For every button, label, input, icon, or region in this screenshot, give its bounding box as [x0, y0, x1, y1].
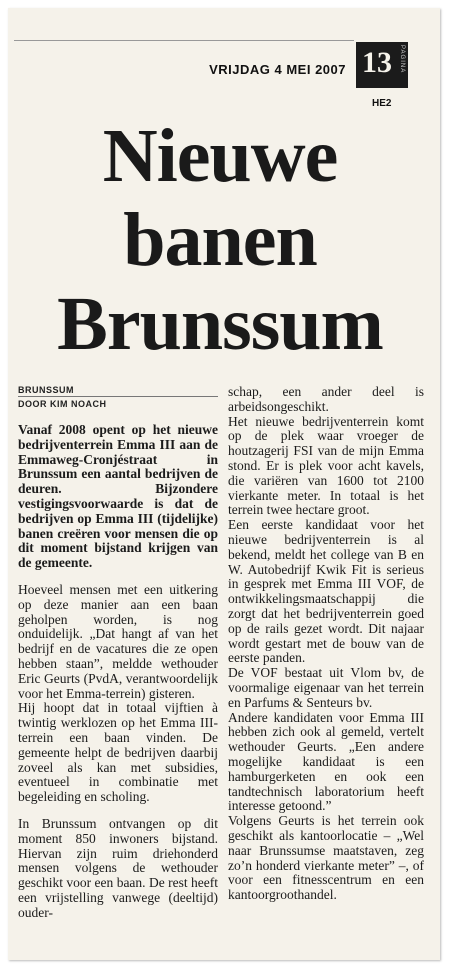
body-paragraph: schap, een ander deel is arbeidsongeschikt. — [228, 384, 424, 414]
headline-line-1: Nieuwe — [102, 114, 338, 198]
article-column-1 — [18, 385, 218, 921]
page-number: 13 — [362, 46, 392, 79]
body-paragraph: Andere kandidaten voor Emma III hebben zich ook al gemeld, vertelt wethouder Geurts. „Een andere mogelijke kandidaat is een hamburgerketen en ook een tandtechnisch laboratorium heeft interesse getoond.” — [228, 709, 424, 814]
lead-paragraph: Vanaf 2008 opent op het nieuwe bedrijventerrein Emma III aan de Emmaweg-Cronjéstraat in Brunssum een aantal bedrijven de deuren. Bijzondere vestigingsvoorwaarde is dat de bedrijven op Emma III (tijdelijke) banen creëren voor mensen die op dit moment bijstand krijgen van de gemeente. — [18, 422, 218, 571]
header-rule — [14, 40, 354, 41]
section-code: HE2 — [372, 98, 392, 109]
body-paragraph: Hoeveel mensen met een uitkering op deze manier aan een baan geholpen worden, is nog onduidelijk. „Dat hangt af van het bedrijf en de vacatures die ze open hebben staan”, meldde wethouder Eric Geurts (PvdA, verantwoordelijk voor het Emma-terrein) gisteren. — [18, 581, 218, 701]
body-paragraph: In Brunssum ontvangen op dit moment 850 inwoners bijstand. Hiervan zijn ruim driehonderd mensen volgens de wethouder geschikt voor een baan. De rest heeft een vrijstelling vanwege (deeltijd) ouder- — [18, 815, 218, 920]
body-paragraph: De VOF bestaat uit Vlom bv, de voormalige eigenaar van het terrein en Parfums & Senteurs bv. — [228, 665, 424, 710]
dateline-location: BRUNSSUM — [18, 385, 75, 395]
issue-date: VRIJDAG 4 MEI 2007 — [209, 62, 346, 77]
headline — [20, 114, 420, 366]
headline-line-2: banen — [123, 198, 317, 282]
dateline-rule — [18, 396, 218, 397]
page-label: PAGINA — [399, 45, 405, 74]
body-paragraph: Het nieuwe bedrijventerrein komt op de plek waar vroeger de houtzagerij FSI van de mijn Emma stond. Er is plek voor acht kavels, die variëren van 1600 tot 2100 vierkante meter. In totaal is het terrein twee hectare groot. — [228, 413, 424, 518]
body-paragraph: Een eerste kandidaat voor het nieuwe bedrijventerrein is al bekend, meldt het college van B en W. Autobedrijf Kwik Fit is serieus in gesprek met Emma III VOF, de ontwikkelingsmaatschappij die zorgt dat het bedrijventerrein goed op de rails gezet wordt. Dit najaar wordt gestart met de bouw van de eerste panden. — [228, 517, 424, 666]
byline: DOOR KIM NOACH — [18, 399, 107, 409]
headline-line-3: Brunssum — [57, 282, 383, 366]
article-column-2 — [228, 385, 424, 903]
body-paragraph: Hij hoopt dat in totaal vijftien à twintig werklozen op het Emma III-terrein een baan vinden. De gemeente helpt de bedrijven daarbij zoveel als kan met subsidies, eventueel in combinatie met begeleiding en scholing. — [18, 700, 218, 805]
page-number-box — [356, 42, 408, 88]
body-paragraph: Volgens Geurts is het terrein ook geschikt als kantoorlocatie – „Wel naar Brunssumse maatstaven, zeg zo’n honderd vierkante meter” –, of voor een fitnesscentrum en een kantoorgroothandel. — [228, 813, 424, 903]
